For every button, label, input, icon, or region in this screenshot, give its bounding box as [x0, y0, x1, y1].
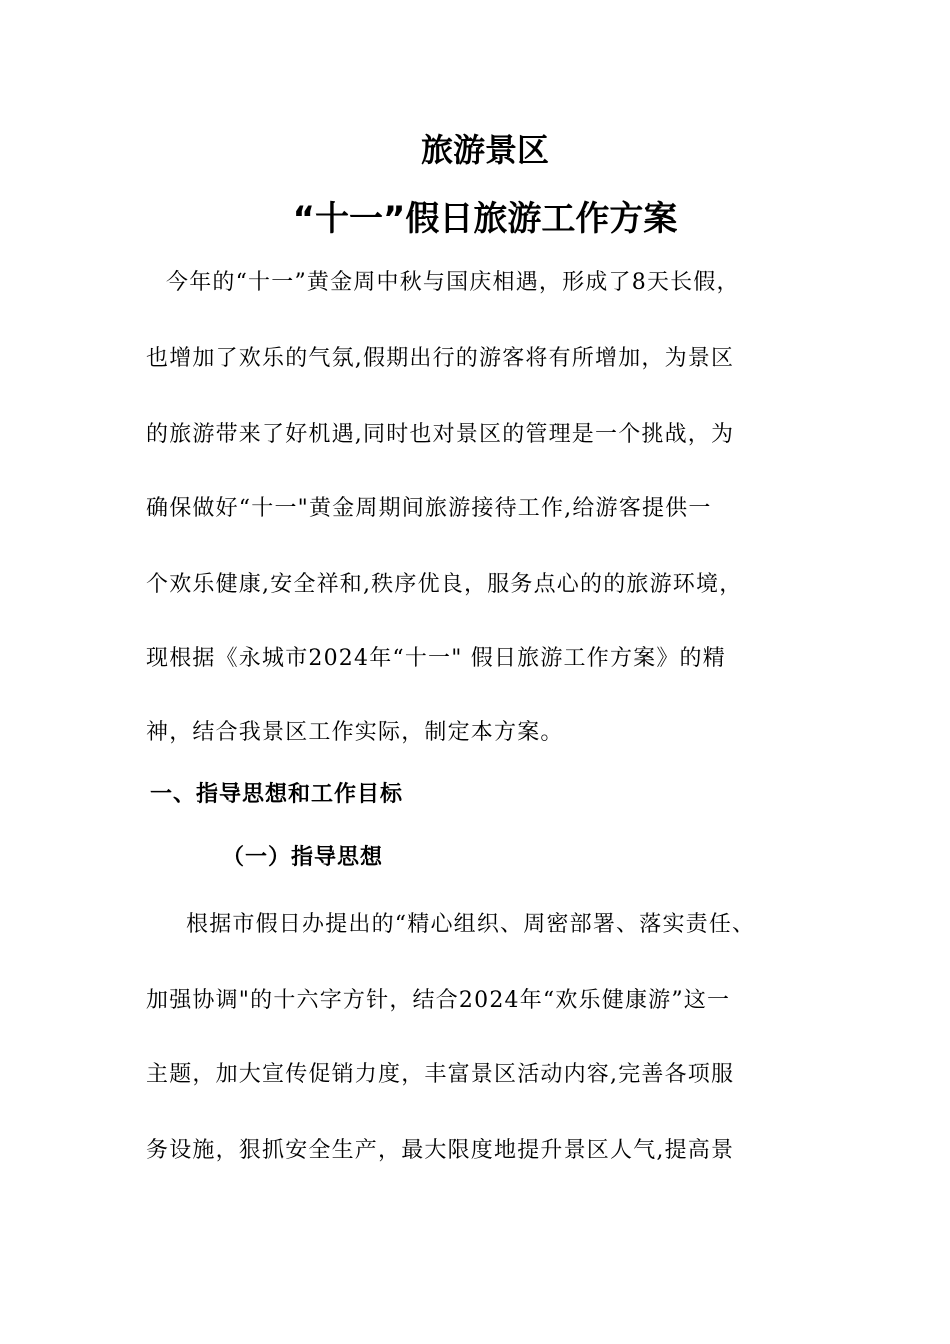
body-line-2: 加强协调"的十六字方针，结合2024年“欢乐健康游”这一: [146, 988, 731, 1013]
subsection-heading-1: （一）指导思想: [222, 845, 384, 870]
section-heading-1: 一、指导思想和工作目标: [150, 782, 404, 807]
body-line-1: 根据市假日办提出的“精心组织、周密部署、落实责任、: [186, 912, 756, 937]
intro-line-2: 也增加了欢乐的气氛,假期出行的游客将有所增加，为景区: [146, 346, 735, 371]
document-title-line-1: 旅游景区: [420, 131, 549, 169]
intro-line-6: 现根据《永城市2024年“十一" 假日旅游工作方案》的精: [146, 646, 726, 671]
intro-line-4: 确保做好“十一"黄金周期间旅游接待工作,给游客提供一: [146, 496, 712, 521]
intro-line-5: 个欢乐健康,安全祥和,秩序优良，服务点心的的旅游环境，: [146, 572, 743, 597]
document-title-line-2: “十一”假日旅游工作方案: [292, 199, 678, 239]
body-line-4: 务设施，狠抓安全生产，最大限度地提升景区人气,提高景: [146, 1138, 735, 1163]
intro-line-3: 的旅游带来了好机遇,同时也对景区的管理是一个挑战，为: [146, 422, 735, 447]
intro-line-1: 今年的“十一”黄金周中秋与国庆相遇，形成了8天长假，: [166, 270, 740, 295]
body-line-3: 主题，加大宣传促销力度，丰富景区活动内容,完善各项服: [146, 1062, 735, 1087]
intro-line-7: 神，结合我景区工作实际，制定本方案。: [146, 720, 564, 745]
